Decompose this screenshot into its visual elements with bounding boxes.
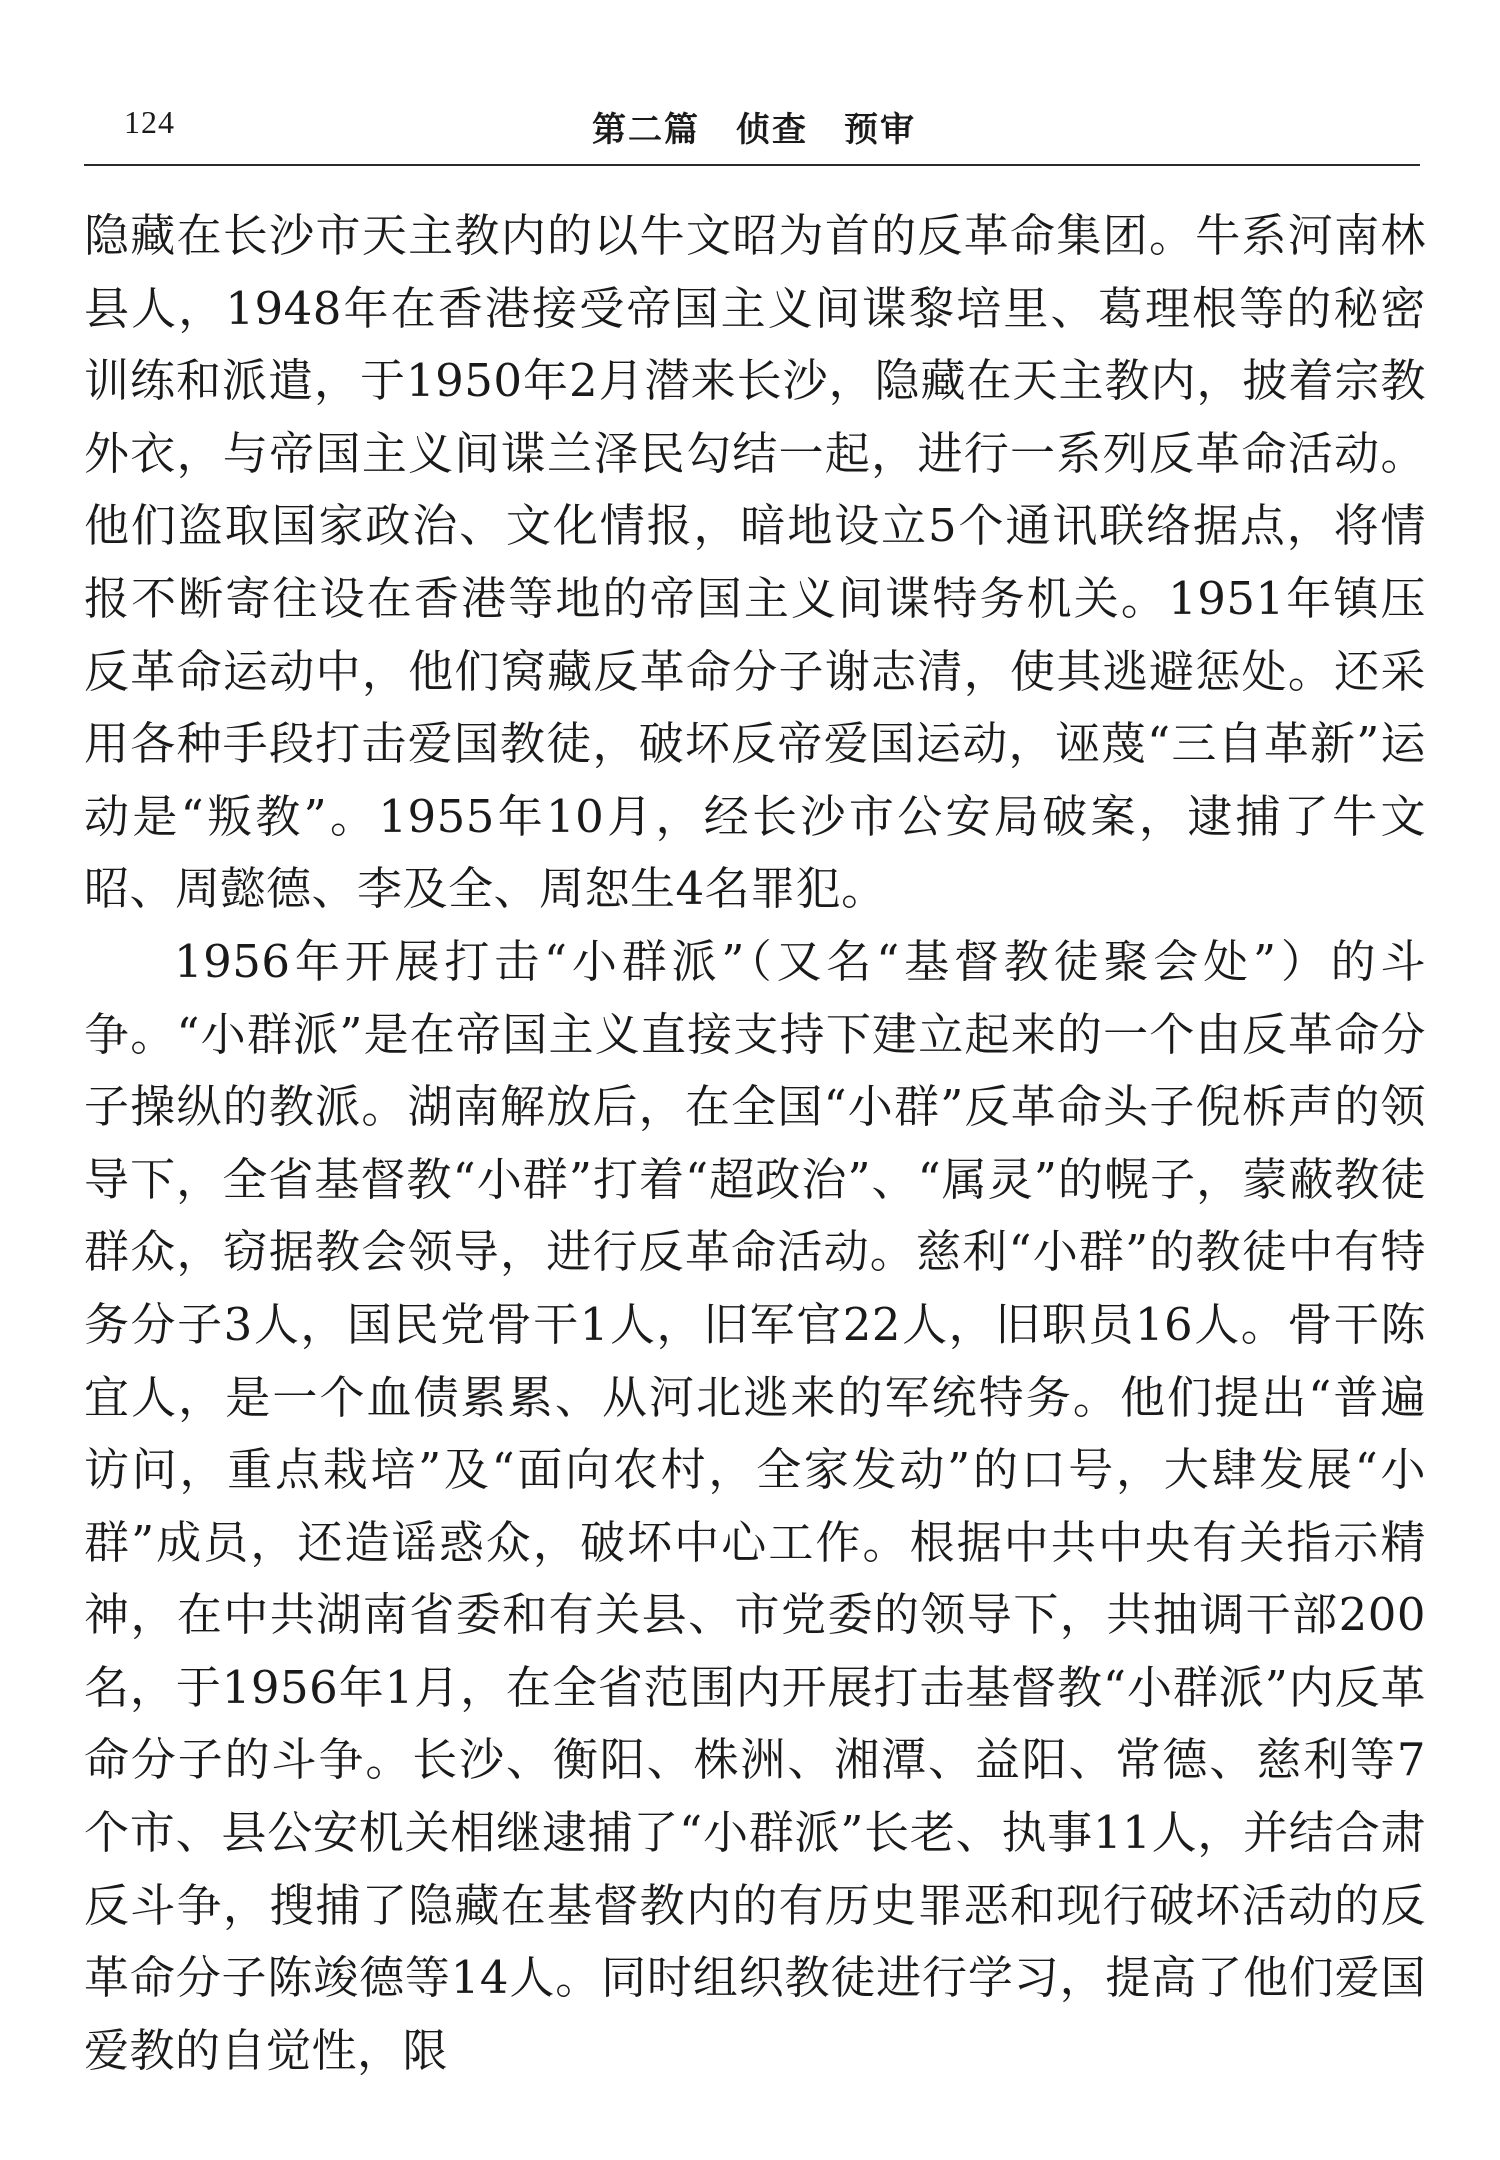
- paragraph-xiaoqun-struggle: 1956年开展打击“小群派”（又名“基督教徒聚会处”）的斗争。“小群派”是在帝国主义直接支持下建立起来的一个由反革命分子操纵的教派。湖南解放后，在全国“小群”反革命头子倪柝声的领导下，全省基督教“小群”打着“超政治”、“属灵”的幌子，蒙蔽教徒群众，窃据教会领导，进行反革命活动。慈利“小群”的教徒中有特务分子3人，国民党骨干1人，旧军官22人，旧职员16人。骨干陈宜人，是一个血债累累、从河北逃来的军统特务。他们提出“普遍访问，重点栽培”及“面向农村，全家发动”的口号，大肆发展“小群”成员，还造谣惑众，破坏中心工作。根据中共中央有关指示精神，在中共湖南省委和有关县、市党委的领导下，共抽调干部200名，于1956年1月，在全省范围内开展打击基督教“小群派”内反革命分子的斗争。长沙、衡阳、株洲、湘潭、益阳、常德、慈利等7个市、县公安机关相继逮捕了“小群派”长老、执事11人，并结合肃反斗争，搜捕了隐藏在基督教内的有历史罪恶和现行破坏活动的反革命分子陈竣德等14人。同时组织教徒进行学习，提高了他们爱国爱教的自觉性，限: [84, 934, 1426, 2077]
- body-text: [84, 200, 1426, 2087]
- page-number: 124: [124, 104, 175, 140]
- header-rule: [84, 164, 1420, 166]
- page-header: [84, 96, 1424, 156]
- running-title: 第二篇 侦查 预审: [592, 110, 916, 150]
- paragraph-continuation: 隐藏在长沙市天主教内的以牛文昭为首的反革命集团。牛系河南林县人，1948年在香港接受帝国主义间谍黎培里、葛理根等的秘密训练和派遣，于1950年2月潜来长沙，隐藏在天主教内，披着宗教外衣，与帝国主义间谍兰泽民勾结一起，进行一系列反革命活动。他们盗取国家政治、文化情报，暗地设立5个通讯联络据点，将情报不断寄往设在香港等地的帝国主义间谍特务机关。1951年镇压反革命运动中，他们窝藏反革命分子谢志清，使其逃避惩处。还采用各种手段打击爱国教徒，破坏反帝爱国运动，诬蔑“三自革新”运动是“叛教”。1955年10月，经长沙市公安局破案，逮捕了牛文昭、周懿德、李及全、周恕生4名罪犯。: [84, 209, 1426, 916]
